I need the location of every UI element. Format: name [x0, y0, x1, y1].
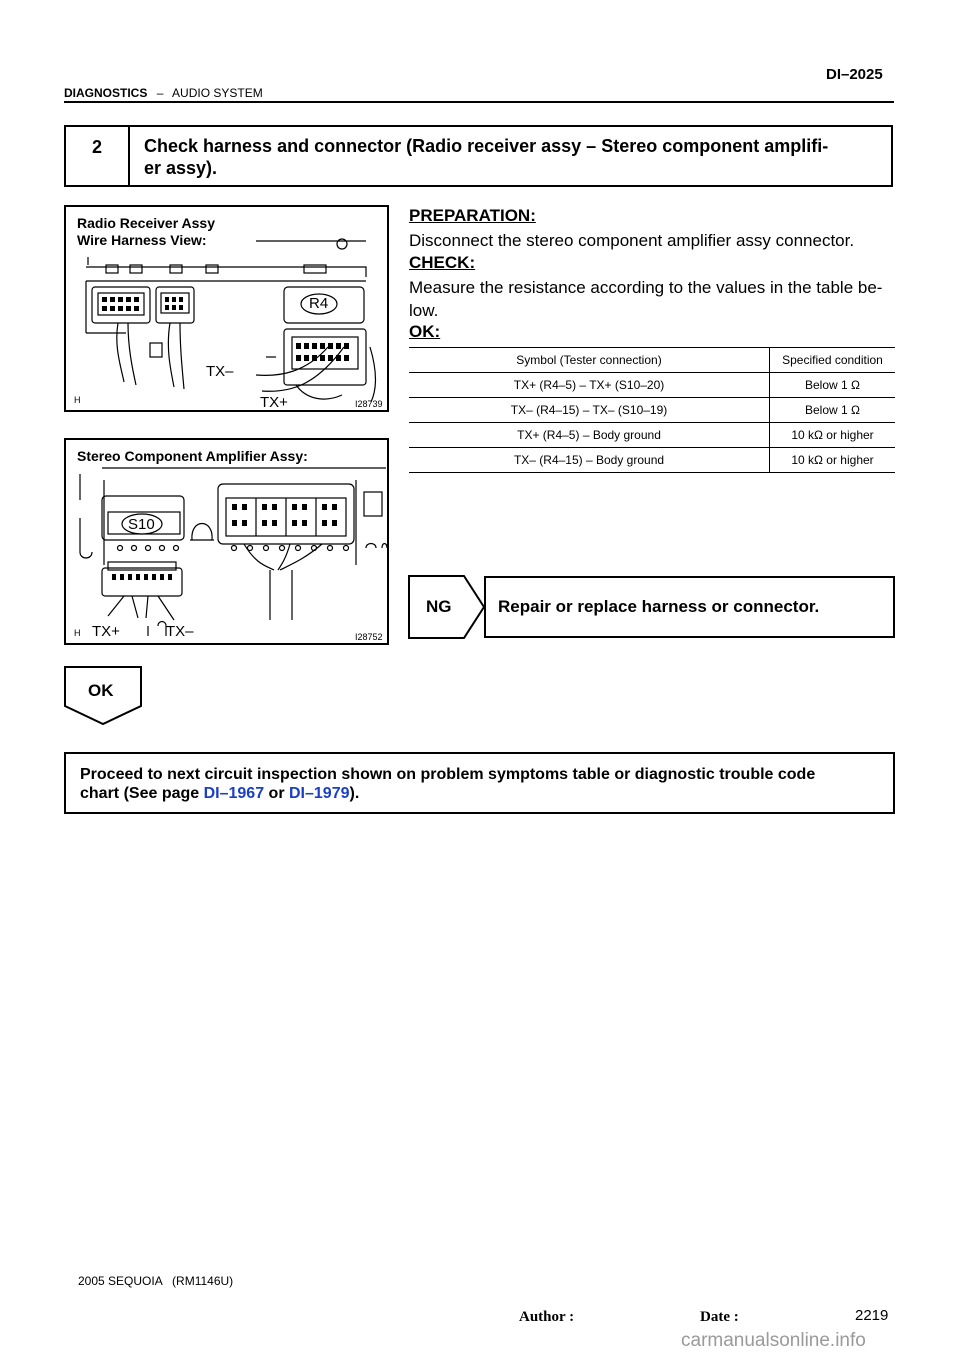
final-step-prefix: chart (See page — [80, 785, 204, 802]
amplifier-drawing — [66, 440, 387, 643]
radio-receiver-title — [77, 215, 215, 249]
figure-mark: H — [74, 628, 81, 638]
ng-action-text: Repair or replace harness or connector. — [498, 597, 820, 616]
table-row — [409, 398, 895, 423]
amplifier-title: Stereo Component Amplifier Assy: — [77, 448, 308, 464]
step-title-line1: Check harness and connector (Radio receiver assy – Stereo component amplifi- — [144, 136, 829, 156]
page-code: DI–2025 — [826, 66, 883, 83]
specification-table — [409, 347, 895, 473]
pin-label-tx-plus: TX+ — [260, 394, 288, 411]
table-cell: 10 kΩ or higher — [770, 423, 896, 448]
step-box — [64, 125, 893, 187]
check-text-line1: Measure the resistance according to the values in the table be- — [409, 278, 883, 297]
radio-receiver-figure — [64, 205, 389, 412]
table-cell: 10 kΩ or higher — [770, 448, 896, 473]
table-cell: TX– (R4–15) – Body ground — [409, 448, 770, 473]
final-step-line2 — [80, 784, 890, 803]
table-header-cell: Specified condition — [770, 348, 896, 373]
connector-label-s10: S10 — [128, 516, 155, 533]
header-dash: – — [156, 86, 164, 100]
figure-code: I28752 — [355, 632, 383, 642]
check-text — [409, 276, 899, 322]
pin-label-tx-minus: TX– — [206, 363, 234, 380]
table-row — [409, 423, 895, 448]
page-link-di1979[interactable]: DI–1979 — [289, 785, 350, 802]
figure-code: I28739 — [355, 399, 383, 409]
preparation-text: Disconnect the stereo component amplifier assy connector. — [409, 231, 855, 250]
amplifier-figure — [64, 438, 389, 645]
ok-label: OK — [88, 681, 114, 700]
pin-label-tx-minus-amp: TX– — [166, 623, 194, 640]
table-row — [409, 373, 895, 398]
check-heading: CHECK: — [409, 253, 476, 272]
final-step-line1: Proceed to next circuit inspection shown on problem symptoms table or diagnostic trouble code — [80, 766, 816, 783]
footer-date-label: Date : — [700, 1309, 739, 1325]
radio-receiver-title-line1: Radio Receiver Assy — [77, 215, 215, 231]
footer-model: 2005 SEQUOIA (RM1146U) — [78, 1274, 234, 1288]
watermark: carmanualsonline.info — [681, 1330, 866, 1351]
ng-label: NG — [426, 597, 452, 616]
ok-heading: OK: — [409, 322, 441, 341]
step-title — [144, 135, 884, 179]
header-rule — [64, 101, 894, 103]
table-header-row — [409, 348, 895, 373]
table-cell: Below 1 Ω — [770, 398, 896, 423]
radio-receiver-title-line2: Wire Harness View: — [77, 232, 207, 248]
footer-page-number: 2219 — [855, 1307, 889, 1324]
section-header — [64, 86, 263, 100]
final-step-mid: or — [264, 785, 289, 802]
table-row — [409, 448, 895, 473]
step-title-line2: er assy). — [144, 158, 218, 178]
section-name: DIAGNOSTICS — [64, 86, 148, 100]
page-link-di1967[interactable]: DI–1967 — [203, 785, 265, 802]
pin-label-tx-plus-amp: TX+ — [92, 623, 120, 640]
footer-author-label: Author : — [519, 1309, 575, 1325]
connector-label-r4: R4 — [309, 295, 329, 312]
final-step-text — [80, 765, 890, 803]
check-text-line2: low. — [409, 301, 439, 320]
step-number: 2 — [66, 127, 130, 185]
table-header-cell: Symbol (Tester connection) — [409, 348, 770, 373]
table-cell: TX– (R4–15) – TX– (S10–19) — [409, 398, 770, 423]
table-cell: TX+ (R4–5) – Body ground — [409, 423, 770, 448]
preparation-heading: PREPARATION: — [409, 206, 536, 225]
table-cell: TX+ (R4–5) – TX+ (S10–20) — [409, 373, 770, 398]
table-cell: Below 1 Ω — [770, 373, 896, 398]
figure-mark: H — [74, 395, 81, 405]
subsection-name: AUDIO SYSTEM — [172, 86, 263, 100]
final-step-suffix: ). — [349, 785, 360, 802]
